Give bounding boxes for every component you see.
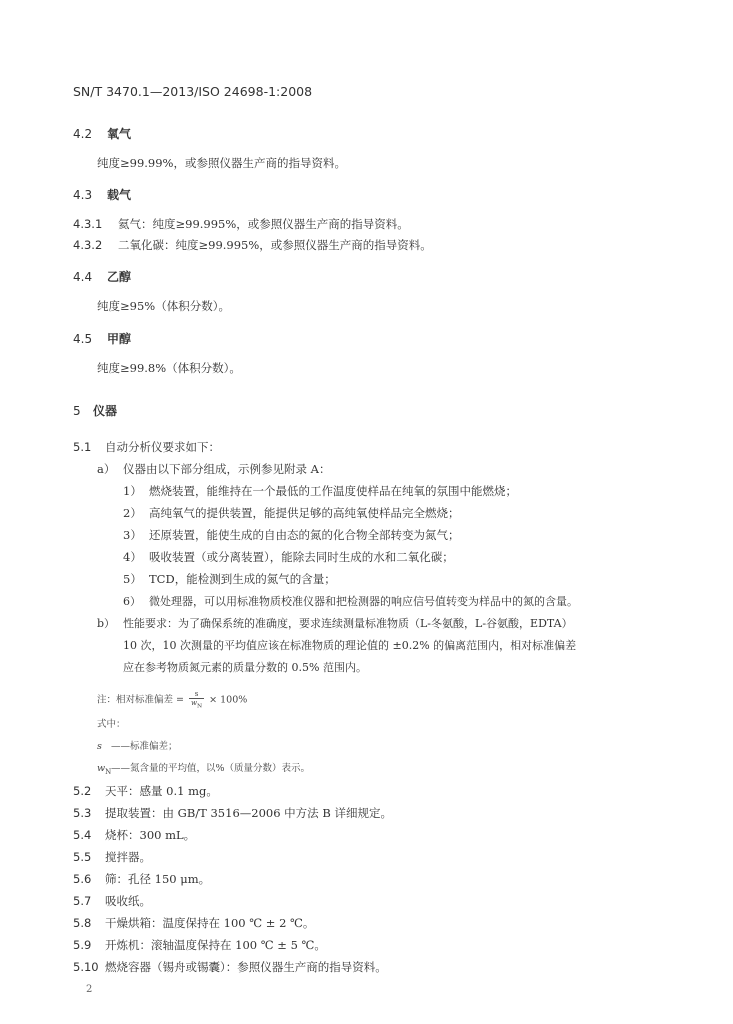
note-def-w: $w_N——$氮含量的平均值，以%（质量分数）表示。 [97, 763, 311, 776]
formula-fraction: $\frac{s}{w_N}$ [191, 690, 203, 710]
note-def-s: s ——标准偏差； [97, 741, 178, 752]
section-4-3-1: 4.3.1 氦气：纯度≥99.995%，或参照仪器生产商的指导资料。 [73, 217, 409, 231]
page-number: 2 [86, 984, 93, 995]
sub-item: 3） 还原装置，能使生成的自由态的氮的化合物全部转变为氮气； [123, 528, 460, 542]
item-row: 5.8 干燥烘箱：温度保持在 100 ℃ ± 2 ℃。 [73, 916, 315, 930]
sub-item: 6） 微处理器，可以用标准物质校准仪器和把检测器的响应信号值转变为样品中的氮的含量。 [123, 595, 578, 608]
note-formula: 注：相对标准偏差 = $\frac{s}{w_N}$ × 100% [97, 690, 248, 710]
section-4-4-body: 纯度≥95%（体积分数）。 [97, 299, 230, 313]
section-4-4-heading: 4.4 乙醇 [73, 270, 132, 284]
sub-item: 1） 燃烧装置，能维持在一个最低的工作温度使样品在纯氧的氛围中能燃烧； [123, 484, 517, 498]
section-4-3-heading: 4.3 载气 [73, 188, 132, 202]
sub-item: 2） 高纯氧气的提供装置，能提供足够的高纯氧使样品完全燃烧； [123, 506, 460, 520]
item-b-line3: 应在参考物质氮元素的质量分数的 0.5% 范围内。 [123, 661, 367, 674]
sub-item: 4） 吸收装置（或分离装置），能除去同时生成的水和二氧化碳； [123, 550, 454, 564]
note-where: 式中： [97, 719, 126, 730]
section-4-5-body: 纯度≥99.8%（体积分数）。 [97, 361, 241, 375]
item-b: b） 性能要求：为了确保系统的准确度，要求连续测量标准物质（L-冬氨酸，L-谷氨酸，EDTA） [97, 617, 573, 630]
item-row: 5.9 开炼机：滚轴温度保持在 100 ℃ ± 5 ℃。 [73, 938, 326, 952]
item-row: 5.10 燃烧容器（锡舟或锡囊）：参照仪器生产商的指导资料。 [73, 960, 387, 974]
item-row: 5.6 筛：孔径 150 μm。 [73, 872, 211, 886]
item-row: 5.7 吸收纸。 [73, 894, 151, 908]
section-5-1: 5.1 自动分析仪要求如下： [73, 440, 220, 454]
item-row: 5.4 烧杯：300 mL。 [73, 828, 196, 842]
section-4-3-2: 4.3.2 二氧化碳：纯度≥99.995%，或参照仪器生产商的指导资料。 [73, 238, 432, 252]
section-4-5-heading: 4.5 甲醇 [73, 332, 132, 346]
item-row: 5.5 搅拌器。 [73, 850, 151, 864]
section-4-2-heading: 4.2 氧气 [73, 127, 132, 141]
item-row: 5.2 天平：感量 0.1 mg。 [73, 784, 218, 798]
item-a: a） 仪器由以下部分组成，示例参见附录 A： [97, 462, 331, 476]
section-4-2-body: 纯度≥99.99%，或参照仪器生产商的指导资料。 [97, 156, 346, 170]
item-b-line2: 10 次，10 次测量的平均值应该在标准物质的理论值的 ±0.2% 的偏离范围内，相对标准偏差 [123, 639, 577, 652]
item-row: 5.3 提取装置：由 GB/T 3516—2006 中方法 B 详细规定。 [73, 806, 392, 820]
document-header: SN/T 3470.1—2013/ISO 24698-1:2008 [73, 84, 313, 99]
sub-item: 5） TCD，能检测到生成的氮气的含量； [123, 572, 336, 586]
section-5-heading: 5 仪器 [73, 404, 118, 418]
